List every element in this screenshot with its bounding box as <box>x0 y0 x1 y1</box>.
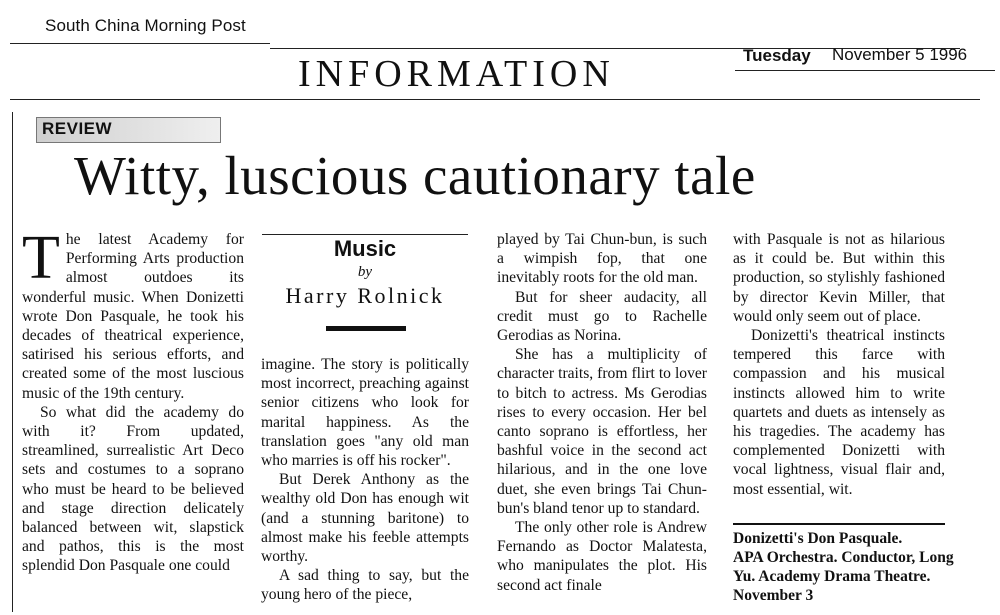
col3-paragraph-4: The only other role is Andrew Fernando as Doctor Malatesta, who manipulates the plot. His second act finale <box>497 519 707 594</box>
date-text: November 5 1996 <box>832 45 968 64</box>
date-day: Tuesday <box>743 46 811 65</box>
dropcap: T <box>22 224 60 292</box>
col3-paragraph-1: played by Tai Chun-bun, is such a wimpish fop, that one inevitably roots for the old man. <box>497 231 707 287</box>
col2-paragraph-3: A sad thing to say, but the young hero of the piece, <box>261 567 469 604</box>
byline-section: Music <box>333 236 397 261</box>
masthead-rule-left <box>10 43 270 44</box>
headline: Witty, luscious cautionary tale <box>74 145 756 206</box>
review-badge-label: REVIEW <box>42 119 113 138</box>
date-rule <box>735 70 995 71</box>
col1-paragraph-1: he latest Academy for Performing Arts production almost outdoes its wonderful music. When Donizetti wrote Don Pasquale, he took his decades of theatrical experience, satirised his serious efforts, and created some of the most luscious music of the 19th century. <box>22 231 244 402</box>
credits-rule <box>733 523 945 525</box>
article-column-1 <box>22 224 244 576</box>
byline-box <box>260 234 470 309</box>
credits-box <box>733 529 963 605</box>
masthead-rule-bottom <box>10 99 980 100</box>
newspaper-name: South China Morning Post <box>45 16 246 35</box>
col2-paragraph-2: But Derek Anthony as the wealthy old Don has enough wit (and a stunning baritone) to almost make his feeble attempts worthy. <box>261 471 469 566</box>
article-left-border <box>12 112 13 612</box>
byline-by: by <box>357 264 373 280</box>
byline-rule-thick <box>326 326 406 331</box>
credits-line-2: APA Orchestra. Conductor, Long Yu. Academy Drama Theatre. November 3 <box>733 549 954 604</box>
col1-paragraph-2: So what did the academy do with it? From updated, streamlined, surrealistic Art Deco sets and costumes to a soprano who must be heard to be believed and stage direction delicately balanced between wit, slapstick and pathos, this is the most splendid Don Pasquale one could <box>22 403 244 575</box>
article-column-3 <box>497 230 707 595</box>
col3-paragraph-3: She has a multiplicity of character traits, from flirt to lover to bitch to actress. Ms Gerodias rises to every occasion. Her bel canto soprano is effortless, her bashful voice in the second act hilarious, and in the one love duet, she even brings Tai Chun-bun's bland tenor up to standard. <box>497 346 707 517</box>
col2-paragraph-1: imagine. The story is politically most incorrect, preaching against senior citizens who look for marital happiness. As the translation goes "any old man who marries is off his rocker". <box>261 356 469 470</box>
review-badge <box>36 117 221 143</box>
col4-paragraph-2: Donizetti's theatrical instincts tempered this farce with compassion and his musical instincts allowed him to write quartets and duets as intensely as his tragedies. The academy has complemented Donizetti with vocal lightness, visual flair and, most essential, wit. <box>733 327 945 498</box>
col4-paragraph-1: with Pasquale is not as hilarious as it could be. But within this production, so stylishly fashioned by director Kevin Miller, that would only seem out of place. <box>733 231 945 325</box>
credits-line-1: Donizetti's Don Pasquale. <box>733 530 903 547</box>
article-column-2 <box>261 355 469 605</box>
byline-author: Harry Rolnick <box>285 283 445 308</box>
section-title: INFORMATION <box>298 53 615 95</box>
col3-paragraph-2: But for sheer audacity, all credit must go to Rachelle Gerodias as Norina. <box>497 288 707 345</box>
article-column-4 <box>733 230 945 499</box>
